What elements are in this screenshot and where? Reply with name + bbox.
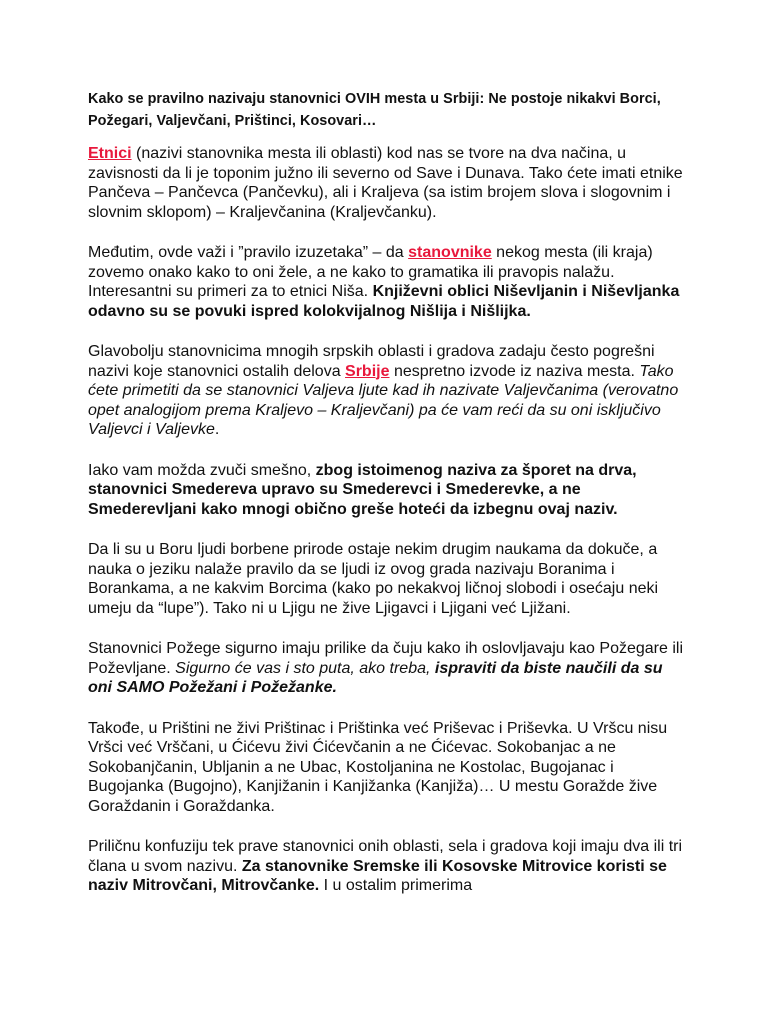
paragraph-pozega xyxy=(88,639,688,698)
paragraph-text: I u ostalim primerima xyxy=(319,877,473,894)
paragraph-pravilo-izuzetaka xyxy=(88,243,688,321)
bold-text: zbog istoimenog naziva za šporet na drva, stanovnici Smedereva upravo su Smederevci i Smederevke, a ne Smederevljani kako mnogi obično greše hoteći da izbegnu ovaj naziv. xyxy=(88,461,637,518)
paragraph-text: Da li su u Boru ljudi borbene prirode ostaje nekim drugim naukama da dokuče, a nauka o jeziku nalaže pravilo da se ljudi iz ovog grada nazivaju Boranima i Borankama, a ne kakvim Borcima (kako po nekakvoj ličnoj slobodi i osećaju neki umeju da “lupe”). Tako ni u Ljigu ne žive Ljigavci i Ljigani već Ljižani. xyxy=(88,541,659,617)
paragraph-text: nespretno izvode iz naziva mesta. xyxy=(389,362,640,380)
paragraph-pristina xyxy=(88,719,688,817)
document-page xyxy=(88,88,688,917)
link-stanovnike[interactable]: stanovnike xyxy=(408,244,492,261)
bold-text: Za stanovnike Sremske ili Kosovske Mitrovice koristi se naziv Mitrovčani, Mitrovčanke. xyxy=(88,857,667,894)
paragraph-text: (nazivi stanovnika mesta ili oblasti) kod nas se tvore na dva načina, u zavisnosti da li je toponim južno ili severno od Save i Dunava. Tako ćete imati etnike Pančeva – Pančevca (Pančevku), ali i Kraljeva (sa istim brojem slova i slogovnim i slovnim sklopom) – Kraljevčanina (Kraljevčanku). xyxy=(88,145,683,221)
paragraph-text: . xyxy=(214,421,220,438)
paragraph-text: Stanovnici Požege sigurno imaju prilike da čuju kako ih oslovljavaju kao Požegare ili Poževljane. xyxy=(88,640,683,677)
article-title: Kako se pravilno nazivaju stanovnici OVIH mesta u Srbiji: Ne postoje nikakvi Borci, Požegari, Valjevčani, Prištinci, Kosovari… xyxy=(88,91,661,129)
paragraph-etnici xyxy=(88,144,688,222)
link-srbije[interactable]: Srbije xyxy=(345,362,390,380)
bold-text: Književni oblici Niševljanin i Niševljanka odavno su se povuki ispred kolokvijalnog Nišlija i Nišlijka. xyxy=(88,283,680,320)
paragraph-text: Takođe, u Prištini ne živi Prištinac i Prištinka već Priševac i Priševka. U Vršcu nisu Vršci već Vrščani, u Ćićevu živi Ćićevčanin a ne Ćićevac. Sokobanjac a ne Sokobanjčanin, Ubljanin a ne Ubac, Kostoljanina ne Kostolac, Bugojanac i Bugojanka (Bugojno), Kanjižanin i Kanjižanka (Kanjiža)… U mestu Goražde žive Goraždanin i Goraždanka. xyxy=(88,719,668,815)
paragraph-text: Iako vam možda zvuči smešno, xyxy=(88,461,316,479)
paragraph-text: Međutim, ovde važi i ”pravilo izuzetaka” – da xyxy=(88,244,409,261)
paragraph-text: Priličnu konfuziju tek prave stanovnici onih oblasti, sela i gradova koji imaju dva ili tri člana u svom nazivu. xyxy=(88,838,683,875)
bold-italic-text: ispraviti da biste naučili da su oni SAMO Požežani i Požežanke. xyxy=(88,659,663,696)
paragraph-smederevo xyxy=(88,461,688,520)
link-etnici[interactable]: Etnici xyxy=(88,145,132,162)
italic-text: Sigurno će vas i sto puta, ako treba, xyxy=(175,659,435,677)
paragraph-text: nekog mesta (ili kraja) zovemo onako kako to oni žele, a ne kako to gramatika ili pravopis nalažu. Interesantni su primeri za to etnici Niša. xyxy=(88,244,653,300)
paragraph-bor xyxy=(88,540,688,618)
paragraph-text: Glavobolju stanovnicima mnogih srpskih oblasti i gradova zadaju često pogrešni nazivi koje stanovnici ostalih delova xyxy=(88,343,655,380)
paragraph-valjevo xyxy=(88,342,688,440)
italic-text: Tako ćete primetiti da se stanovnici Valjeva ljute kad ih nazivate Valjevčanima (verovatno opet analogijom prema Kraljevo – Kraljevčani) pa će vam reći da su oni isključivo Valjevci i Valjevke xyxy=(88,362,679,438)
paragraph-mitrovica xyxy=(88,837,688,896)
